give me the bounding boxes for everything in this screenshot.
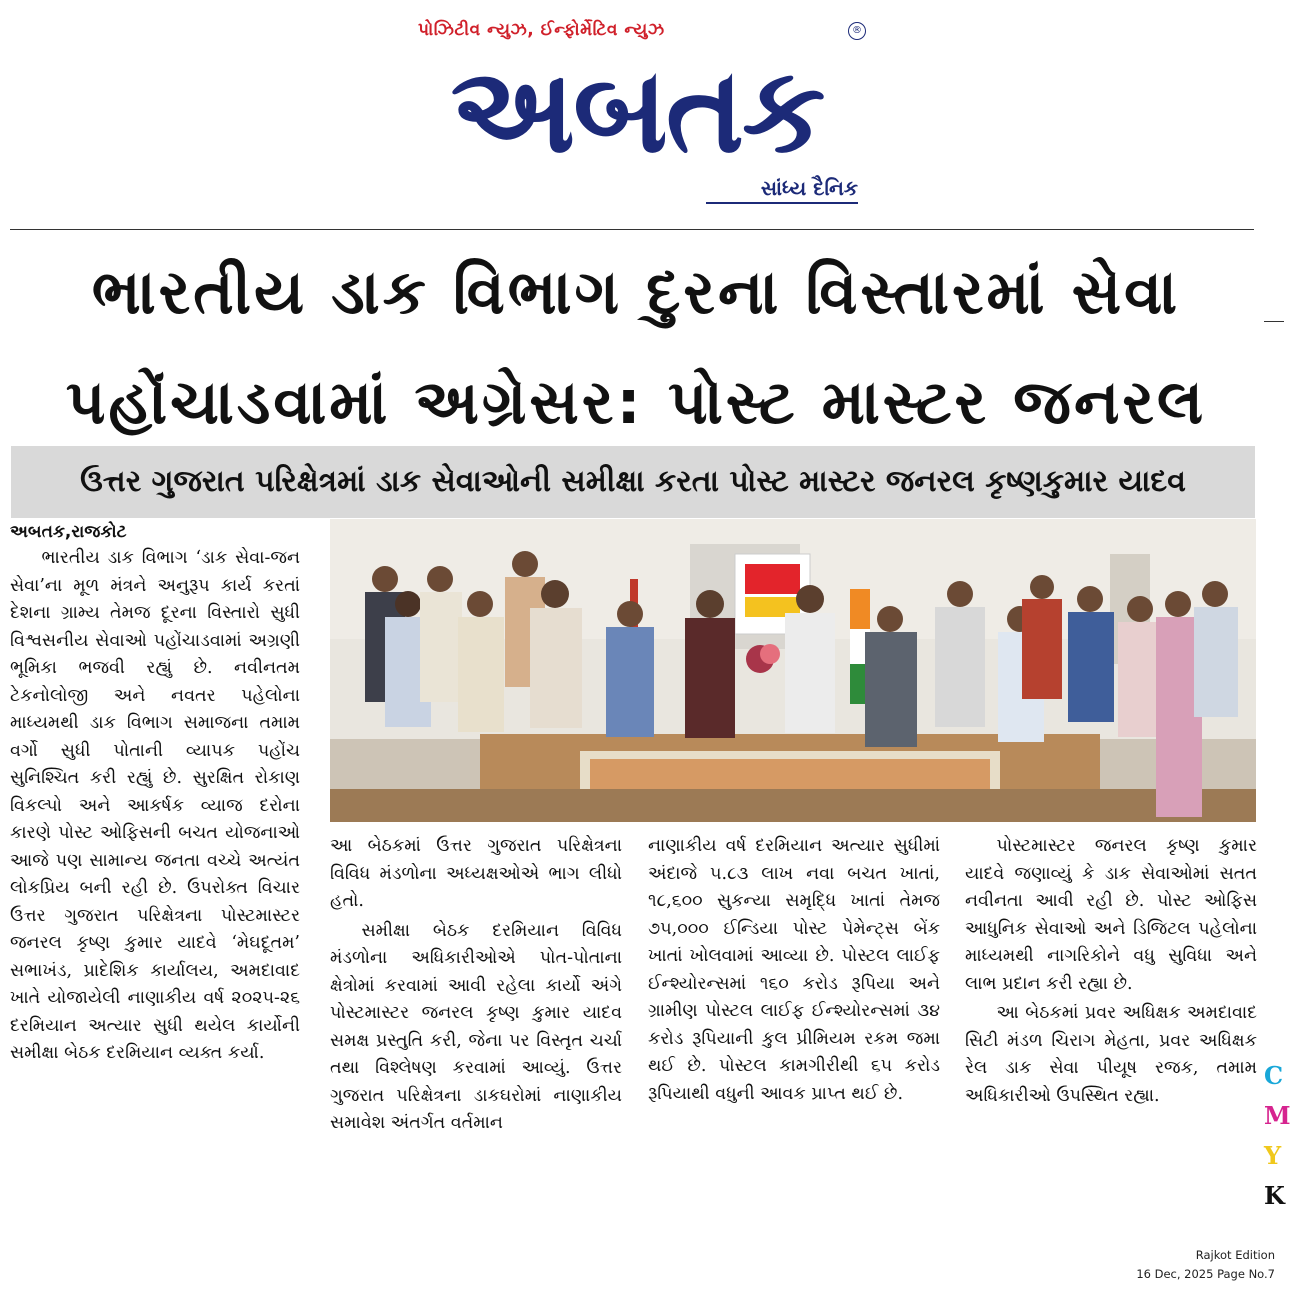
headline-line-1: ભારતીય ડાક વિભાગ દુરના વિસ્તારમાં સેવા bbox=[91, 257, 1181, 328]
article-column-1 bbox=[10, 545, 300, 1068]
footer-date-page: 16 Dec, 2025 Page No.7 bbox=[1136, 1267, 1275, 1281]
masthead-tagline: પોઝિટીવ ન્યુઝ, ઈન્ફોર્મેટિવ ન્યુઝ bbox=[418, 20, 665, 40]
article-column-2 bbox=[330, 833, 622, 1138]
headline-line-2: પહોંચાડવામાં અગ્રેસર: પોસ્ટ માસ્ટર જનરલ bbox=[65, 367, 1207, 438]
paragraph: આ બેઠકમાં ઉત્તર ગુજરાત પરિક્ષેત્રના વિવિધ મંડળોના અધ્યક્ષઓએ ભાગ લીધો હતો. bbox=[330, 836, 622, 911]
paragraph: નાણાકીય વર્ષ દરમિયાન અત્યાર સુધીમાં અંદાજે ૫.૮૩ લાખ નવા બચત ખાતાં, ૧૮,૬૦૦ સુકન્યા સમૃદ્ધિ ખાતાં તેમજ ૭૫,૦૦૦ ઈન્ડિયા પોસ્ટ પેમેન્ટ્સ બેંક ખાતાં ખોલવામાં આવ્યા છે. પોસ્ટલ લાઈફ ઈન્શ્યોરન્સમાં ૧૬૦ કરોડ રૂપિયા અને ગ્રામીણ પોસ્ટલ લાઈફ ઈન્શ્યોરન્સમાં ૩૪ કરોડ રૂપિયાની કુલ પ્રીમિયમ રકમ જમા થઈ છે. પોસ્ટલ કામગીરીથી ૬૫ કરોડ રૂપિયાથી વધુની આવક પ્રાપ્ત થઈ છે. bbox=[648, 836, 940, 1104]
registered-mark: ® bbox=[848, 22, 866, 40]
cmyk-c: C bbox=[1264, 1061, 1284, 1090]
footer-edition: Rajkot Edition bbox=[1195, 1248, 1275, 1262]
newspaper-logo: અબતક bbox=[450, 41, 824, 179]
edition-type: સાંધ્ય દૈનિક bbox=[706, 176, 858, 204]
paragraph: પોસ્ટમાસ્ટર જનરલ કૃષ્ણ કુમાર યાદવે જણાવ્યું કે ડાક સેવાઓમાં સતત નવીનતા આવી રહી છે. પોસ્ટ ઓફિસ આધુનિક સેવાઓ અને ડિજિટલ પહેલોના માધ્યમથી નાગરિકોને વધુ સુવિધા અને લાભ પ્રદાન કરી રહ્યા છે. bbox=[965, 836, 1257, 994]
subheadline: ઉત્તર ગુજરાત પરિક્ષેત્રમાં ડાક સેવાઓની સમીક્ષા કરતા પોસ્ટ માસ્ટર જનરલ કૃષ્ણકુમાર યાદવ bbox=[11, 446, 1255, 518]
meeting-photo-illustration bbox=[330, 519, 1256, 822]
cmyk-y: Y bbox=[1264, 1141, 1282, 1170]
cmyk-k: K bbox=[1264, 1181, 1285, 1210]
paragraph: સમીક્ષા બેઠક દરમિયાન વિવિધ મંડળોના અધિકારીઓએ પોત-પોતાના ક્ષેત્રોમાં કરવામાં આવી રહેલા કાર્યો અંગે પોસ્ટમાસ્ટર જનરલ કૃષ્ણ કુમાર યાદવ સમક્ષ પ્રસ્તુતિ કરી, જેના પર વિસ્તૃત ચર્ચા તથા વિશ્લેષણ કરવામાં આવ્યું. ઉત્તર ગુજરાત પરિક્ષેત્રના ડાકઘરોમાં નાણાકીય સમાવેશ અંતર્ગત વર્તમાન bbox=[330, 920, 622, 1133]
paragraph: આ બેઠકમાં પ્રવર અધિક્ષક અમદાવાદ સિટી મંડળ ચિરાગ મેહતા, પ્રવર અધિક્ષક રેલ ડાક સેવા પીયૂષ રજક, તમામ અધિકારીઓ ઉપસ્થિત રહ્યા. bbox=[965, 1003, 1257, 1106]
headline bbox=[14, 238, 1258, 458]
article-column-3 bbox=[648, 833, 940, 1108]
top-divider bbox=[10, 229, 1254, 230]
meeting-photo bbox=[330, 519, 1256, 822]
article-column-4 bbox=[965, 833, 1257, 1110]
masthead bbox=[0, 0, 1284, 215]
side-divider bbox=[1264, 321, 1284, 322]
cmyk-m: M bbox=[1264, 1101, 1291, 1130]
paragraph: ભારતીય ડાક વિભાગ ‘ડાક સેવા-જન સેવા’ના મૂળ મંત્રને અનુરૂપ કાર્ય કરતાં દેશના ગ્રામ્ય તેમજ દૂરના વિસ્તારો સુધી વિશ્વસનીય સેવાઓ પહોંચાડવામાં અગ્રણી ભૂમિકા ભજવી રહ્યું છે. નવીનતમ ટેકનોલોજી અને નવતર પહેલોના માધ્યમથી ડાક વિભાગ સમાજના તમામ વર્ગો સુધી પોતાની વ્યાપક પહોંચ સુનિશ્ચિત કરી રહ્યું છે. સુરક્ષિત રોકાણ વિકલ્પો અને આકર્ષક વ્યાજ દરોના કારણે પોસ્ટ ઓફિસની બચત યોજનાઓ આજે પણ સામાન્ય જનતા વચ્ચે અત્યંત લોકપ્રિય બની રહી છે. ઉપરોક્ત વિચાર ઉત્તર ગુજરાત પરિક્ષેત્રના પોસ્ટમાસ્ટર જનરલ કૃષ્ણ કુમાર યાદવે ‘મેઘદૂતમ’ સભાખંડ, પ્રાદેશિક કાર્યાલય, અમદાવાદ ખાતે યોજાયેલી નાણાકીય વર્ષ ૨૦૨૫-૨૬ દરમિયાન અત્યાર સુધી થયેલ કાર્યોની સમીક્ષા બેઠક દરમિયાન વ્યક્ત કર્યા. bbox=[10, 548, 300, 1063]
cmyk-registration-marks bbox=[1264, 1056, 1291, 1216]
page-footer bbox=[1015, 1246, 1275, 1284]
dateline: અબતક,રાજકોટ bbox=[10, 522, 127, 542]
